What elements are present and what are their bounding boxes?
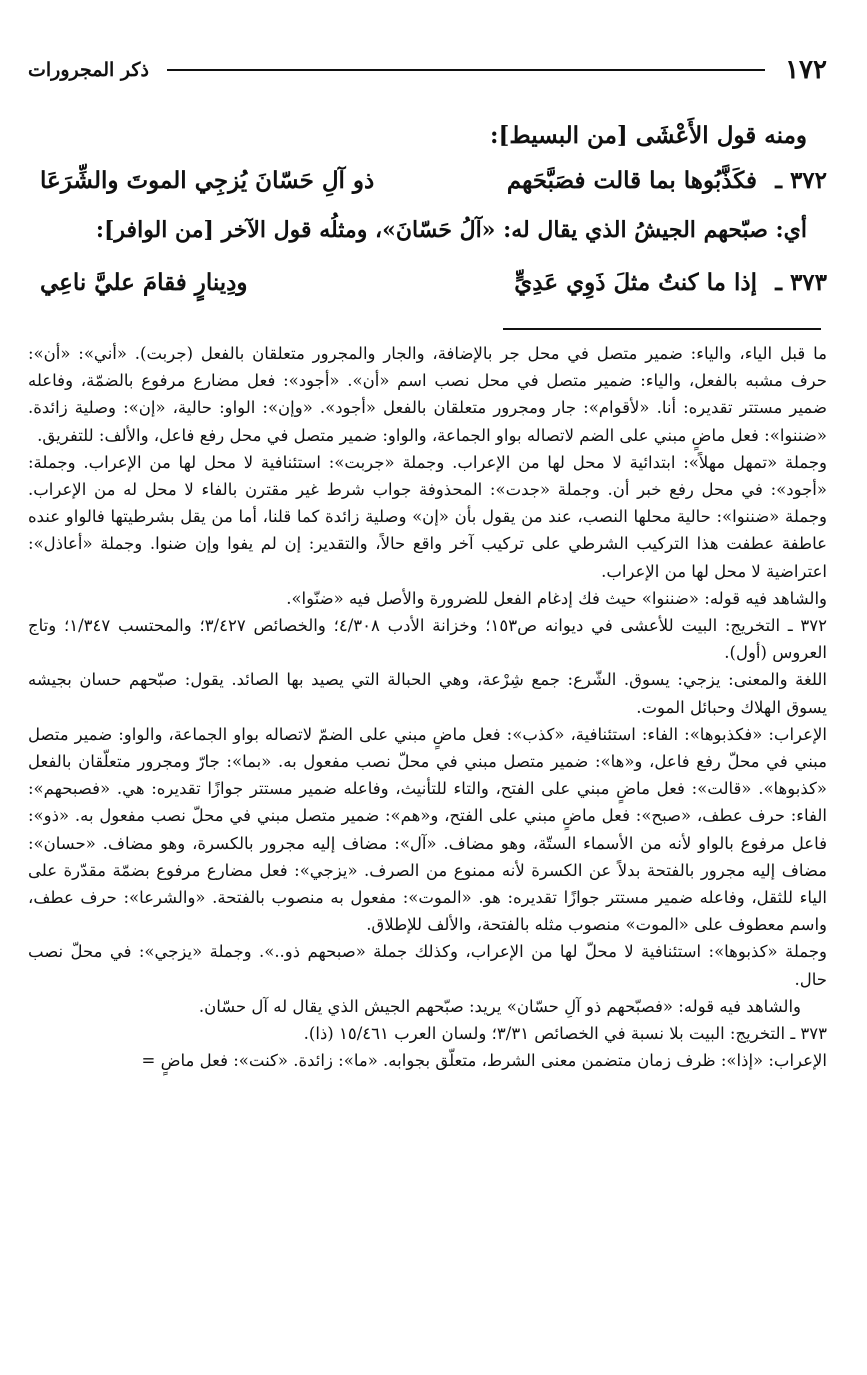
note-paragraph: وجملة «تمهل مهلاً»: ابتدائية لا محل لها من الإعراب. وجملة «جربت»: استئنافية لا محل لها من الإعراب. وجملة: «أجود»: في محل رفع خبر أن. وجملة «جدت»: المحذوفة جواب شرط غير مقترن بالفاء لا محل له من الإعراب. وجملة «ضننوا»: حالية محلها النصب، عند من يقول بأن «إن» وصلية زائدة كما قلنا، أما من يقل بشرطيتها فالواو عنده عاطفة عطفت هذا التركيب الشرطي على تركيب آخر واقع حالاً، والتقدير: إن لم يفوا وإن ضنوا. وجملة «أعاذل»: اعتراضية لا محل لها من الإعراب. (28, 452, 827, 581)
explanation-line: أي: صبّحهم الجيشُ الذي يقال له: «آلُ حَسّانَ»، ومثلُه قول الآخر [من الوافر]: (95, 217, 807, 243)
verse-hemistich-second: ذو آلِ حَسّانَ يُزجِي الموتَ والشِّرَعَا (40, 166, 375, 194)
note-paragraph: الإعراب: «إذا»: ظرف زمان متضمن معنى الشرط، متعلّق بجوابه. «ما»: زائدة. «كنت»: فعل ماضٍ = (141, 1051, 827, 1071)
page-number: ١٧٢ (785, 55, 827, 85)
note-paragraph: ٣٧٢ ـ التخريج: البيت للأعشى في ديوانه ص١٥٣؛ وخزانة الأدب ٤/٣٠٨؛ والخصائص ٣/٤٢٧؛ والمحتسب ١/٣٤٧؛ وتاج العروس (أول). (28, 616, 828, 663)
note-paragraph: والشاهد فيه قوله: «فصبّحهم ذو آلِ حسّان» يريد: صبّحهم الجيش الذي يقال له آل حسّان. (198, 996, 801, 1016)
header-rule (167, 69, 765, 71)
intro-line: ومنه قول الأَعْشَى [من البسيط]: (490, 122, 807, 149)
footnotes (28, 340, 827, 1074)
note-paragraph: الإعراب: «فكذبوها»: الفاء: استئنافية، «كذب»: فعل ماضٍ مبني على الضمّ لاتصاله بواو الجماعة، والواو: ضمير متصل مبني في محلّ رفع فاعل، و«ها»: ضمير متصل مبني في محلّ نصب مفعول به. «بما»: جارّ ومجرور متعلّقان بالفعل «كذبوها». «قالت»: فعل ماضٍ مبني على الفتح، والتاء للتأنيث، وفاعله ضمير مستتر جوازًا تقديره: هي. «فصبحهم»: الفاء: حرف عطف، «صبح»: فعل ماضٍ مبني على الفتح، و«هم»: ضمير متصل مبني في محلّ نصب مفعول به. «ذو»: فاعل مرفوع بالواو لأنه من الأسماء الستّة، وهو مضاف. «آل»: مضاف إليه مجرور بالكسرة، وهو مضاف. «حسان»: مضاف إليه مجرور بالفتحة بدلاً عن الكسرة لأنه ممنوع من الصرف. «يزجي»: فعل مضارع مرفوع بضمّة مقدّرة على الياء للثقل، وفاعله ضمير مستتر جوازًا تقديره: هو. «الموت»: مفعول به منصوب بالفتحة. «والشرعا»: حرف عطف، واسم معطوف على «الموت» منصوب مثله بالفتحة، والألف للإطلاق. (28, 724, 827, 935)
verse-372 (40, 160, 827, 200)
note-paragraph: وجملة «كذبوها»: استئنافية لا محلّ لها من الإعراب، وكذلك جملة «صبحهم ذو..». وجملة «يزجي»: في محلّ نصب حال. (28, 942, 827, 989)
verse-number: ٣٧٢ ـ (775, 166, 827, 194)
verse-373 (40, 262, 827, 302)
verse-number: ٣٧٣ ـ (775, 268, 827, 296)
chapter-title: ذكر المجرورات (28, 59, 149, 81)
footnote-rule (503, 328, 821, 330)
note-paragraph: والشاهد فيه قوله: «ضننوا» حيث فك إدغام الفعل للضرورة والأصل فيه «ضنّوا». (286, 588, 827, 608)
note-paragraph: اللغة والمعنى: يزجي: يسوق. الشّرع: جمع شِرْعة، وهي الحبالة التي يصيد بها الصائد. يقول: صبّحهم حسان بجيشه يسوق الهلاك وحبائل الموت. (28, 670, 827, 717)
note-paragraph: ٣٧٣ ـ التخريج: البيت بلا نسبة في الخصائص ٣/٣١؛ ولسان العرب ١٥/٤٦١ (ذا). (303, 1024, 827, 1044)
verse-hemistich-second: ودِينارٍ فقامَ عليَّ ناعِي (40, 268, 248, 296)
verse-hemistich-first: فكَذَّبُوها بما قالت فصَبَّحَهم (506, 166, 757, 194)
note-paragraph: ما قبل الياء، والياء: ضمير متصل في محل جر بالإضافة، والجار والمجرور متعلقان بالفعل (جربت). «أني»: «أن»: حرف مشبه بالفعل، والياء: ضمير متصل في محل نصب اسم «أن». «أجود»: فعل مضارع مرفوع بالضمّة، وفاعله ضمير مستتر تقديره: أنا. «لأقوام»: جار ومجرور متعلقان بالفعل «أجود». «وإن»: الواو: حالية، «إن»: وصلية زائدة. «ضننوا»: فعل ماضٍ مبني على الضم لاتصاله بواو الجماعة، والواو: ضمير متصل في محل رفع فاعل، والألف: للتفريق. (28, 344, 827, 445)
page-header (28, 50, 827, 90)
verse-hemistich-first: إذا ما كنتُ مثلَ ذَوِي عَدِيٍّ (514, 268, 757, 296)
